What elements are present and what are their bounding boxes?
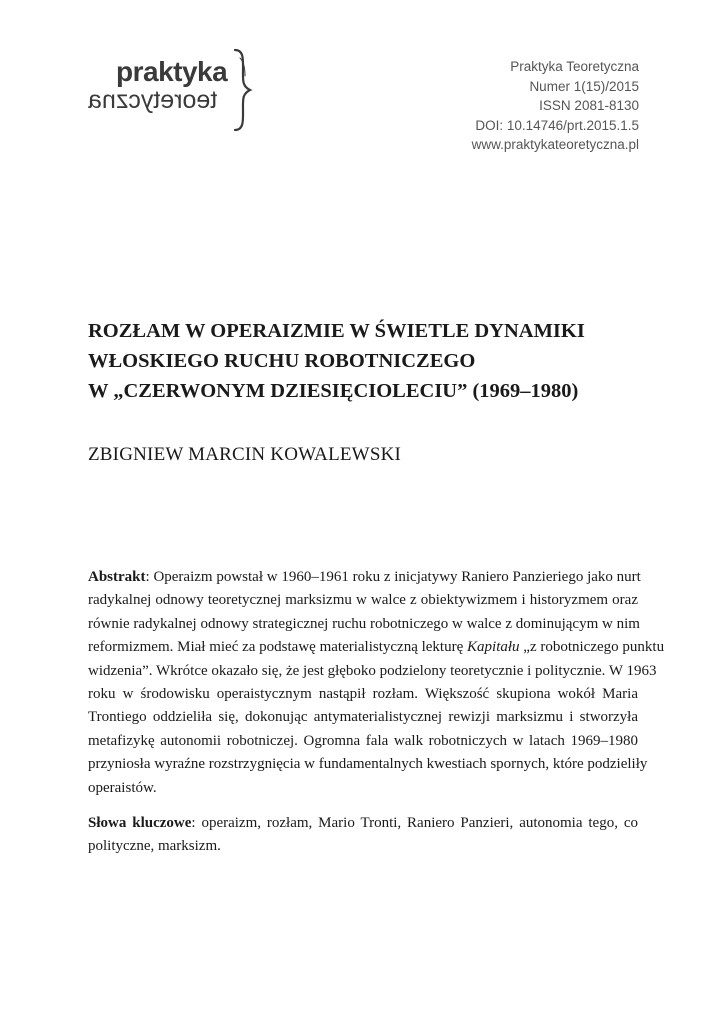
journal-issn: ISSN 2081-8130 <box>539 98 639 113</box>
abstract-line: Abstrakt: Operaizm powstał w 1960–1961 roku z inicjatywy Raniero Panzieriego jako nurt <box>88 569 641 585</box>
journal-logo <box>80 50 265 130</box>
title-line: ROZŁAM W OPERAIZMIE W ŚWIETLE DYNAMIKI <box>88 320 585 342</box>
abstract-text: „z robotniczego punktu <box>519 639 665 656</box>
keywords-text: operaizm, rozłam, Mario Tronti, Raniero Panzieri, autonomia tego, co <box>201 815 639 831</box>
abstract-text: Operaizm powstał w 1960–1961 roku z inicjatywy Raniero Panzieriego jako nurt <box>153 569 641 585</box>
abstract-paragraph <box>88 566 665 800</box>
abstract-line: operaistów. <box>88 779 157 796</box>
logo-wordmark-top: praktyka <box>116 56 228 87</box>
journal-doi: DOI: 10.14746/prt.2015.1.5 <box>475 117 639 133</box>
logo-wordmark-bottom-mirrored: teoretyczna <box>88 86 218 114</box>
journal-issue: Numer 1(15)/2015 <box>529 78 639 94</box>
abstract-line: przyniosła wyraźne rozstrzygnięcia w fundamentalnych kwestiach spornych, które podzieliły <box>88 756 648 773</box>
journal-info-block <box>472 57 639 155</box>
keywords-label: Słowa kluczowe <box>88 815 192 831</box>
keywords-line: Słowa kluczowe: operaizm, rozłam, Mario Tronti, Raniero Panzieri, autonomia tego, co <box>88 815 639 831</box>
abstract-line <box>88 636 665 659</box>
article-author: ZBIGNIEW MARCIN KOWALEWSKI <box>88 444 402 465</box>
journal-website: www.praktykateoretyczna.pl <box>471 137 639 152</box>
keywords-line: polityczne, marksizm. <box>88 838 221 855</box>
abstract-line: równie radykalnej odnowy strategicznej ruchu robotniczego w walce z dominującym w nim <box>88 615 640 632</box>
journal-name: Praktyka Teoretyczna <box>510 59 639 74</box>
abstract-line: roku w środowisku operaistycznym nastąpił rozłam. Większość skupiona wokół Maria <box>88 686 638 703</box>
abstract-text: reformizmem. Miał mieć za podstawę materialistyczną lekturę <box>88 639 468 656</box>
abstract-line: widzenia”. Wkrótce okazało się, że jest głęboko podzielony teoretycznie i politycznie. W 1963 <box>88 662 657 679</box>
keywords-paragraph <box>88 812 638 859</box>
title-line: W „CZERWONYM DZIESIĘCIOLECIU” (1969–1980) <box>88 380 579 402</box>
curly-brace-icon <box>230 48 260 132</box>
abstract-line: metafizykę autonomii robotniczej. Ogromna fala walk robotniczych w latach 1969–1980 <box>88 732 638 749</box>
title-line: WŁOSKIEGO RUCHU ROBOTNICZEGO <box>88 350 476 372</box>
abstract-label: Abstrakt <box>88 569 146 585</box>
abstract-italic-title: Kapitału <box>467 639 520 656</box>
article-title <box>88 316 648 406</box>
abstract-line: radykalnej odnowy teoretycznej marksizmu w walce z obiektywizmem i historyzmem oraz <box>88 592 638 609</box>
abstract-line: Trontiego oddzieliła się, dokonując antymaterialistycznej rewizji marksizmu i stworzyła <box>88 709 638 726</box>
